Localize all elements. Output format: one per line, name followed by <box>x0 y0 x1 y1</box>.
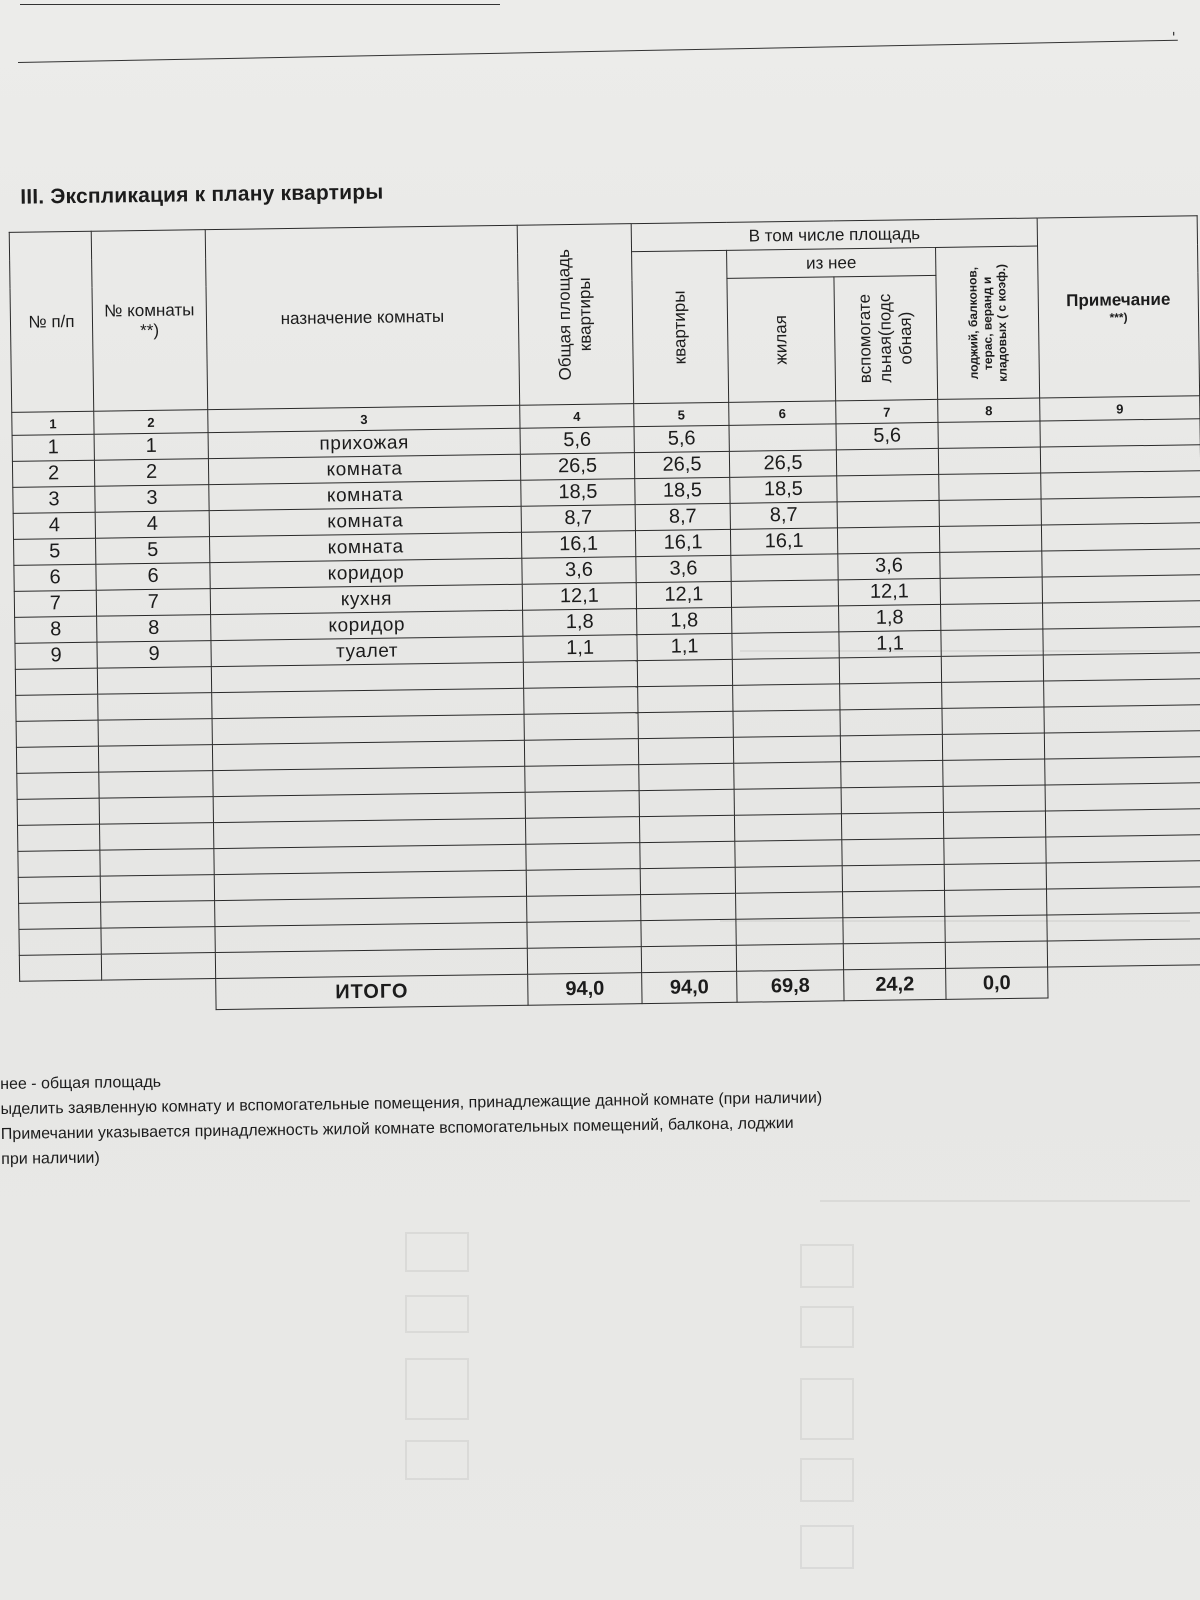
empty-cell <box>641 919 736 946</box>
cell-auxiliary-area: 12,1 <box>838 578 940 605</box>
empty-cell <box>1044 705 1200 733</box>
total-auxiliary-sum: 24,2 <box>844 968 946 1000</box>
column-number: 9 <box>1040 396 1200 421</box>
empty-cell <box>1047 887 1200 915</box>
header-row-number: № п/п <box>9 231 94 412</box>
cell-room-number: 7 <box>96 589 210 617</box>
header-including-area: В том числе площадь <box>631 218 1037 252</box>
empty-cell <box>640 867 735 894</box>
cell-apartment-area: 1,8 <box>637 607 732 634</box>
cell-note <box>1042 575 1200 603</box>
empty-cell <box>98 745 212 773</box>
empty-cell <box>100 823 214 851</box>
empty-cell <box>735 840 842 867</box>
empty-cell <box>1047 913 1200 941</box>
cell-room-purpose: кухня <box>210 584 522 614</box>
cell-note <box>1041 471 1200 499</box>
cell-room-purpose: комната <box>209 506 521 536</box>
total-loggia-sum: 0,0 <box>946 967 1048 999</box>
column-number: 4 <box>520 404 634 429</box>
cell-room-number: 8 <box>97 615 211 643</box>
empty-cell <box>527 947 641 975</box>
cell-loggia-area <box>938 421 1040 448</box>
total-spacer <box>20 980 102 1012</box>
cell-auxiliary-area: 3,6 <box>838 552 940 579</box>
cell-row-number: 5 <box>14 538 96 565</box>
empty-cell <box>1045 783 1200 811</box>
total-spacer <box>1048 965 1200 998</box>
column-number: 6 <box>729 401 836 425</box>
empty-cell <box>523 661 637 689</box>
empty-cell <box>942 681 1044 708</box>
empty-cell <box>734 762 841 789</box>
header-note <box>1037 216 1199 398</box>
cell-row-number: 4 <box>13 512 95 539</box>
cell-living-area <box>732 606 839 633</box>
cell-auxiliary-area: 1,8 <box>839 604 941 631</box>
empty-cell <box>525 765 639 793</box>
empty-cell <box>101 927 215 955</box>
header-auxiliary-area-text: вспомогате льная(подс обная) <box>854 293 916 384</box>
empty-cell <box>944 837 1046 864</box>
empty-cell <box>639 789 734 816</box>
footnote-line: ыделить заявленную комнату и вспомогательные помещения, принадлежащие данной комнате (при наличии) <box>0 1089 823 1118</box>
empty-cell <box>18 824 100 851</box>
cell-room-purpose: комната <box>208 454 520 484</box>
bleed-through-box <box>800 1244 854 1288</box>
total-living-sum: 69,8 <box>737 970 844 1002</box>
empty-cell <box>19 954 101 981</box>
empty-cell <box>101 953 215 981</box>
empty-cell <box>527 895 641 923</box>
cell-row-number: 8 <box>15 616 97 643</box>
cell-room-purpose: туалет <box>211 636 523 666</box>
cell-apartment-area: 3,6 <box>636 555 731 582</box>
empty-cell <box>639 815 734 842</box>
cell-living-area: 8,7 <box>730 502 837 529</box>
cell-apartment-area: 18,5 <box>635 477 730 504</box>
cell-row-number: 6 <box>14 564 96 591</box>
header-of-which: из нее <box>727 247 936 278</box>
empty-cell <box>640 841 735 868</box>
header-living-area-text: жилая <box>770 314 791 365</box>
empty-cell <box>841 812 943 839</box>
empty-cell <box>525 791 639 819</box>
cell-auxiliary-area: 1,1 <box>839 630 941 657</box>
empty-cell <box>840 708 942 735</box>
header-room-number <box>91 230 208 412</box>
total-label: ИТОГО <box>216 974 528 1009</box>
footnote-line: нее - общая площадь <box>0 1073 162 1093</box>
cell-row-number: 7 <box>14 590 96 617</box>
empty-cell <box>524 739 638 767</box>
cell-room-number: 1 <box>94 433 208 461</box>
cell-total-area: 1,1 <box>523 635 637 663</box>
empty-cell <box>17 798 99 825</box>
column-number: 3 <box>208 405 520 432</box>
bleed-through-box <box>405 1440 469 1480</box>
cell-apartment-area: 5,6 <box>634 425 729 452</box>
cell-auxiliary-area <box>837 526 939 553</box>
empty-cell <box>942 733 1044 760</box>
top-rule <box>20 4 500 5</box>
empty-cell <box>841 760 943 787</box>
cell-auxiliary-area <box>837 500 939 527</box>
cell-living-area: 26,5 <box>729 450 836 477</box>
cell-room-number: 9 <box>97 641 211 669</box>
cell-living-area: 16,1 <box>730 528 837 555</box>
cell-total-area: 1,8 <box>523 609 637 637</box>
empty-cell <box>639 763 734 790</box>
empty-cell <box>735 866 842 893</box>
cell-room-purpose: коридор <box>210 558 522 588</box>
tick-mark: ˈ <box>1170 28 1178 53</box>
cell-row-number: 3 <box>13 486 95 513</box>
empty-cell <box>17 772 99 799</box>
cell-room-purpose: прихожая <box>208 428 520 458</box>
cell-apartment-area: 26,5 <box>634 451 729 478</box>
empty-cell <box>943 811 1045 838</box>
cell-loggia-area <box>939 525 1041 552</box>
cell-room-purpose: коридор <box>211 610 523 640</box>
bleed-through-box <box>800 1378 854 1440</box>
footnote-line: Примечании указывается принадлежность жилой комнате вспомогательных помещений, балкона, лоджии <box>0 1114 794 1143</box>
header-apartment-area <box>632 250 729 403</box>
empty-cell <box>842 838 944 865</box>
empty-cell <box>15 668 97 695</box>
empty-cell <box>526 843 640 871</box>
cell-total-area: 12,1 <box>522 583 636 611</box>
empty-cell <box>19 902 101 929</box>
cell-total-area: 16,1 <box>521 531 635 559</box>
header-loggias-text: лоджий, балконов, терас, веранд и кладовых ( с коэф.) <box>965 263 1010 382</box>
cell-total-area: 26,5 <box>520 453 634 481</box>
empty-cell <box>943 759 1045 786</box>
footnotes <box>0 1055 1200 1172</box>
empty-cell <box>99 771 213 799</box>
cell-total-area: 8,7 <box>521 505 635 533</box>
header-auxiliary-area <box>834 275 938 400</box>
cell-total-area: 3,6 <box>522 557 636 585</box>
empty-cell <box>945 889 1047 916</box>
empty-cell <box>842 864 944 891</box>
signature-rule <box>18 40 1178 63</box>
empty-cell <box>843 890 945 917</box>
bleed-through-box <box>800 1458 854 1502</box>
cell-room-number: 6 <box>96 563 210 591</box>
empty-cell <box>945 941 1047 968</box>
cell-note <box>1042 549 1200 577</box>
empty-cell <box>99 797 213 825</box>
empty-cell <box>18 850 100 877</box>
empty-cell <box>1043 653 1200 681</box>
empty-cell <box>736 918 843 945</box>
empty-cell <box>736 892 843 919</box>
cell-auxiliary-area <box>836 448 938 475</box>
empty-cell <box>526 869 640 897</box>
empty-cell <box>524 713 638 741</box>
explication-table <box>9 215 1200 1013</box>
empty-cell <box>641 945 736 972</box>
empty-cell <box>19 928 101 955</box>
column-number: 2 <box>94 410 208 435</box>
cell-living-area <box>729 424 836 451</box>
empty-cell <box>638 711 733 738</box>
cell-auxiliary-area <box>837 474 939 501</box>
header-total-area <box>517 224 634 406</box>
empty-cell <box>736 944 843 971</box>
cell-living-area <box>732 632 839 659</box>
cell-room-number: 3 <box>95 485 209 513</box>
empty-cell <box>641 893 736 920</box>
empty-cell <box>839 656 941 683</box>
empty-cell <box>100 849 214 877</box>
cell-apartment-area: 8,7 <box>635 503 730 530</box>
cell-note <box>1043 627 1200 655</box>
empty-cell <box>941 655 1043 682</box>
empty-cell <box>840 734 942 761</box>
empty-cell <box>16 720 98 747</box>
empty-cell <box>98 693 212 721</box>
bleed-through-box <box>405 1232 469 1272</box>
empty-cell <box>525 817 639 845</box>
cell-apartment-area: 16,1 <box>635 529 730 556</box>
bleed-through-box <box>405 1295 469 1333</box>
empty-cell <box>945 915 1047 942</box>
cell-row-number: 1 <box>12 434 94 461</box>
empty-cell <box>524 687 638 715</box>
header-note-mark: ***) <box>1109 309 1128 325</box>
empty-cell <box>733 710 840 737</box>
cell-room-purpose: комната <box>209 480 521 510</box>
empty-cell <box>843 916 945 943</box>
cell-total-area: 5,6 <box>520 427 634 455</box>
empty-cell <box>942 707 1044 734</box>
empty-cell <box>16 694 98 721</box>
explication-section <box>0 163 1200 1040</box>
cell-note <box>1040 445 1200 473</box>
empty-cell <box>733 684 840 711</box>
cell-living-area <box>731 554 838 581</box>
column-number: 7 <box>836 399 938 423</box>
empty-cell <box>1045 757 1200 785</box>
empty-cell <box>843 942 945 969</box>
empty-cell <box>101 901 215 929</box>
total-area-sum: 94,0 <box>528 973 642 1006</box>
cell-loggia-area <box>941 629 1043 656</box>
empty-cell <box>638 737 733 764</box>
section-title: III. Экспликация к плану квартиры <box>20 180 384 209</box>
empty-cell <box>840 682 942 709</box>
cell-loggia-area <box>941 603 1043 630</box>
cell-room-number: 2 <box>94 459 208 487</box>
cell-apartment-area: 1,1 <box>637 633 732 660</box>
empty-cell <box>1045 809 1200 837</box>
empty-cell <box>18 876 100 903</box>
empty-cell <box>1044 731 1200 759</box>
empty-cell <box>943 785 1045 812</box>
cell-note <box>1040 419 1200 447</box>
cell-loggia-area <box>940 577 1042 604</box>
empty-cell <box>98 719 212 747</box>
header-room-purpose: назначение комнаты <box>205 225 519 409</box>
empty-cell <box>1047 939 1200 967</box>
empty-cell <box>638 685 733 712</box>
header-room-number-text: № комнаты <box>104 299 195 321</box>
empty-cell <box>734 814 841 841</box>
cell-living-area <box>731 580 838 607</box>
header-room-number-mark: **) <box>140 320 160 340</box>
footnote-line: при наличии) <box>1 1149 100 1168</box>
header-note-text: Примечание <box>1066 289 1171 310</box>
empty-cell <box>527 921 641 949</box>
total-apartment-sum: 94,0 <box>642 971 737 1003</box>
empty-cell <box>1046 861 1200 889</box>
empty-cell <box>100 875 214 903</box>
cell-note <box>1041 523 1200 551</box>
empty-cell <box>16 746 98 773</box>
header-living-area <box>727 277 836 402</box>
empty-cell <box>1044 679 1200 707</box>
column-number: 8 <box>938 398 1040 422</box>
column-number: 1 <box>12 411 94 435</box>
cell-loggia-area <box>938 447 1040 474</box>
cell-apartment-area: 12,1 <box>636 581 731 608</box>
column-number: 5 <box>634 402 729 426</box>
cell-auxiliary-area: 5,6 <box>836 422 938 449</box>
cell-room-purpose: комната <box>209 532 521 562</box>
cell-note <box>1043 601 1200 629</box>
empty-cell <box>732 658 839 685</box>
empty-cell <box>841 786 943 813</box>
cell-loggia-area <box>939 499 1041 526</box>
cell-living-area: 18,5 <box>730 476 837 503</box>
header-total-area-text: Общая площадь квартиры <box>554 248 595 381</box>
total-spacer <box>102 979 216 1012</box>
empty-cell <box>637 659 732 686</box>
bleed-through-box <box>800 1525 854 1569</box>
empty-cell <box>734 788 841 815</box>
cell-total-area: 18,5 <box>521 479 635 507</box>
cell-note <box>1041 497 1200 525</box>
cell-row-number: 9 <box>15 642 97 669</box>
empty-cell <box>733 736 840 763</box>
cell-loggia-area <box>940 551 1042 578</box>
bleed-through-box <box>800 1306 854 1348</box>
header-apartment-area-text: квартиры <box>669 290 690 365</box>
header-loggias <box>936 246 1040 399</box>
cell-loggia-area <box>939 473 1041 500</box>
cell-room-number: 4 <box>95 511 209 539</box>
empty-cell <box>97 667 211 695</box>
empty-cell <box>1046 835 1200 863</box>
cell-row-number: 2 <box>12 460 94 487</box>
bleed-through-line <box>820 1200 1190 1202</box>
cell-room-number: 5 <box>96 537 210 565</box>
empty-cell <box>944 863 1046 890</box>
bleed-through-box <box>405 1358 469 1420</box>
